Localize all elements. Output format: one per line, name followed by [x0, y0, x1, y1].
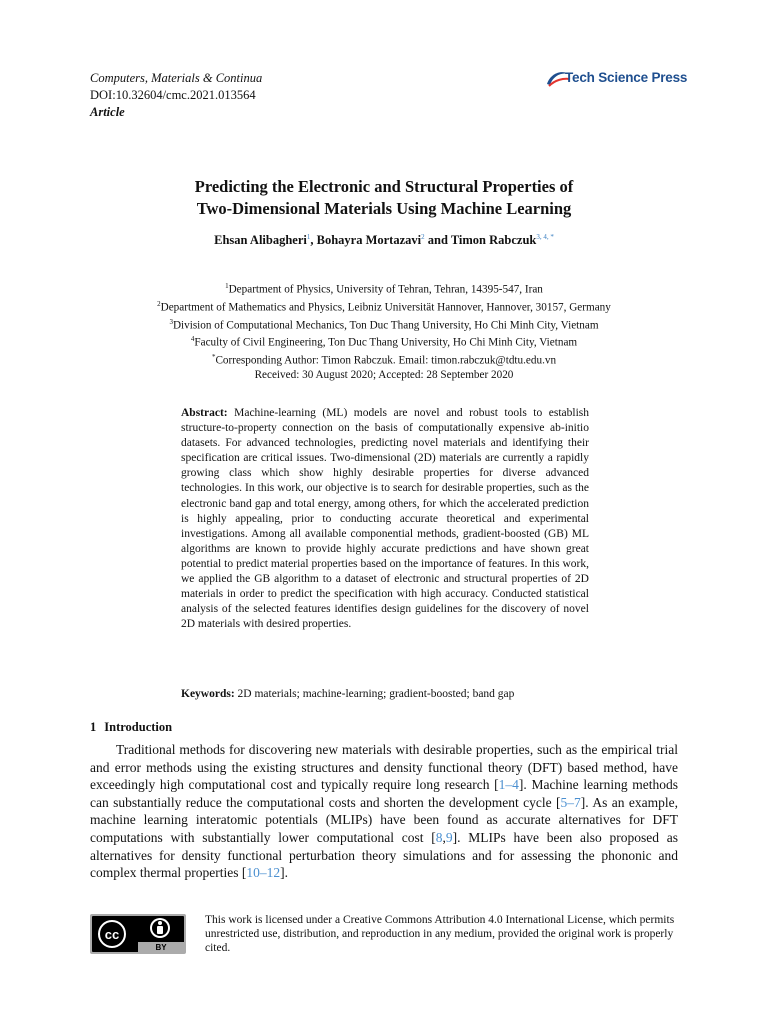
keywords-text: 2D materials; machine-learning; gradient-boosted; band gap [234, 688, 515, 700]
title-line-1: Predicting the Electronic and Structural Properties of [194, 177, 574, 196]
abstract-label: Abstract: [181, 407, 228, 419]
doi: DOI:10.32604/cmc.2021.013564 [90, 88, 256, 102]
intro-text: ]. [280, 865, 288, 881]
author-affil-mark[interactable]: 2 [421, 233, 425, 241]
affiliation-mark: 1 [225, 282, 229, 290]
section-number: 1 [90, 720, 97, 734]
citation-link[interactable]: 8 [435, 829, 443, 845]
journal-name: Computers, Materials & Continua [90, 71, 263, 85]
intro-paragraph [90, 741, 678, 882]
affiliation-mark: * [211, 353, 216, 362]
affiliation-mark: 3 [169, 317, 173, 326]
section-title: Introduction [104, 720, 173, 734]
by-label: BY [155, 943, 167, 952]
author-separator: and [424, 233, 451, 248]
publisher-logo[interactable] [545, 68, 688, 90]
affiliation-text: Department of Physics, University of Tehran, Tehran, 14395-547, Iran [228, 283, 543, 296]
author-list [90, 233, 678, 248]
license-notice: This work is licensed under a Creative Commons Attribution 4.0 International License, which permits unrestricted use, distribution, and reproduction in any medium, provided the original work is properly cited. [205, 914, 675, 955]
publisher-name: Tech Science Press [565, 70, 688, 85]
author-affil-mark[interactable]: 3, 4, * [536, 233, 554, 241]
affiliation-text: Corresponding Author: Timon Rabczuk. Email: timon.rabczuk@tdtu.edu.vn [215, 355, 557, 368]
author-name: Ehsan Alibagheri [214, 233, 307, 248]
author-separator: , [310, 233, 317, 248]
keywords-label: Keywords: [181, 688, 235, 700]
intro-text: ]. As an example, machine learning interatomic potentials (MLIPs) have been found as accurate alternatives for DFT computations with substantially lower computational cost [ [90, 794, 678, 845]
abstract [181, 406, 589, 632]
citation-link[interactable]: 5–7 [560, 794, 581, 810]
cc-by-license-badge[interactable] [90, 914, 186, 954]
affiliation-text: Division of Computational Mechanics, Ton Duc Thang University, Ho Chi Minh City, Vietnam [172, 319, 599, 332]
intro-text: , [442, 829, 446, 845]
citation-link[interactable]: 10–12 [246, 865, 281, 881]
affiliation-text: Department of Mathematics and Physics, Leibniz Universität Hannover, Hannover, 30157, Germany [160, 301, 611, 314]
author-name: Timon Rabczuk [450, 233, 537, 248]
affiliation-line [90, 315, 678, 333]
affiliation-mark: 4 [190, 335, 195, 344]
cc-by-icon [90, 914, 186, 954]
citation-link[interactable]: 1–4 [498, 777, 519, 793]
author-name: Bohayra Mortazavi [316, 233, 422, 248]
affiliation-mark: 2 [157, 299, 161, 308]
affiliation-line [90, 279, 678, 297]
intro-text: Traditional methods for discovering new materials with desirable properties, such as the empirical trial and error methods using the existing structures and density functional theory (DFT) based method, have exceedingly high computational cost and typically require long research [ [90, 742, 678, 793]
title-line-2: Two-Dimensional Materials Using Machine Learning [196, 199, 572, 218]
abstract-text: Machine-learning (ML) models are novel and robust tools to establish structure-to-property connection on the basis of computationally expensive ab-initio datasets. For advanced technologies, predicting novel materials and identifying their specification are critical issues. Two-dimensional (2D) materials are currently a rapidly growing class which show highly desirable properties for diverse advanced technologies. In this work, our objective is to search for desirable properties, such as the electronic band gap and total energy, among others, for which the accelerated prediction is highly appealing, prior to conducting accurate theoretical and experimental investigations. Among all available componential methods, gradient-boosted (GB) ML algorithms are known to provide highly accurate predictions and have shown great potential to predict material properties based on the importance of features. In this work, we applied the GB algorithm to a dataset of electronic and structural properties of 2D materials in order to predict the specification with high accuracy. Conducted statistical analysis of the selected features identifies design guidelines for the discovery of novel 2D materials with desired properties. [181, 407, 589, 631]
affiliation-line [90, 297, 678, 315]
affiliations [90, 279, 678, 382]
received-dates: Received: 30 August 2020; Accepted: 28 September 2020 [254, 369, 514, 382]
section-heading [90, 720, 172, 735]
affiliation-line [90, 332, 678, 350]
article-type: Article [90, 105, 125, 119]
intro-text: ]. MLIPs have been also proposed as alternatives for density functional perturbation theory simulations and for assessing the phononic and complex thermal properties [ [90, 829, 678, 881]
citation-link[interactable]: 9 [445, 829, 453, 845]
affiliation-text: Faculty of Civil Engineering, Ton Duc Thang University, Ho Chi Minh City, Vietnam [194, 337, 578, 350]
author-affil-mark[interactable]: 1 [306, 233, 311, 241]
paper-title [90, 176, 678, 220]
intro-text: ]. Machine learning methods can substantially reduce the computational costs and shorten the development cycle [ [90, 777, 678, 810]
cc-label: cc [104, 927, 120, 942]
corresponding-author [90, 350, 678, 368]
keywords [181, 688, 589, 700]
